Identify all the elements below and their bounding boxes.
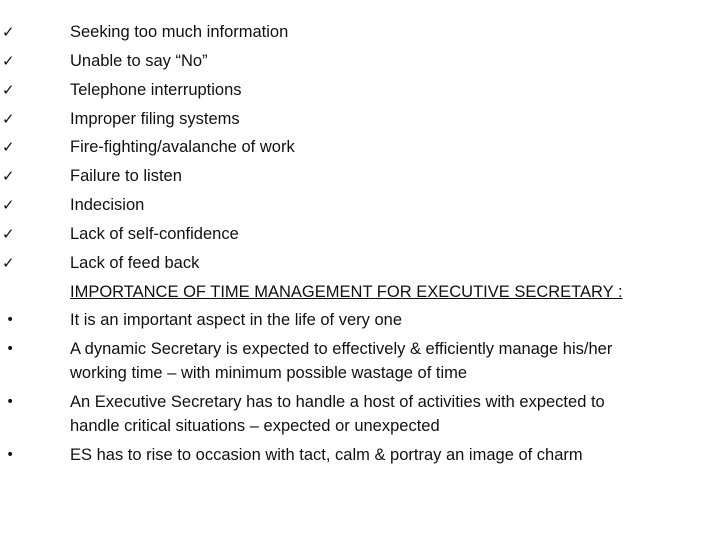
check-icon: ✓ xyxy=(2,138,15,156)
check-icon: ✓ xyxy=(2,196,15,214)
check-icon: ✓ xyxy=(2,254,15,272)
bullet-icon: • xyxy=(6,447,15,463)
bullet-icon: • xyxy=(6,394,15,410)
check-icon: ✓ xyxy=(2,225,15,243)
bullet-icon: • xyxy=(6,312,15,328)
bullet-icon: • xyxy=(6,341,15,357)
slide: ✓ Seeking too much information ✓ Unable to say “No” ✓ Telephone interruptions ✓ Improper filing systems ✓ Fire-fighting/avalanche of work ✓ Failure to listen ✓ Indecision ✓ Lack of self-confidence ✓ Lack of feed back IMPORTANCE OF TIME MANAGEMENT FOR EXECUTIVE SECRETARY : • It is an important aspect in the life of very one • A dynamic Secretary is expected to effectively & efficiently manage his/her working time – with minimum possible wastage of time • An Executive Secretary has to handle a host of activities with expected to handle critical situations – expected or unexpected • ES has to rise to occasion with tact, calm & portray an image of charm xyxy=(0,0,720,540)
check-icon: ✓ xyxy=(2,110,15,128)
check-icon: ✓ xyxy=(2,167,15,185)
check-icon: ✓ xyxy=(2,81,15,99)
check-icon: ✓ xyxy=(2,23,15,41)
check-icon: ✓ xyxy=(2,52,15,70)
